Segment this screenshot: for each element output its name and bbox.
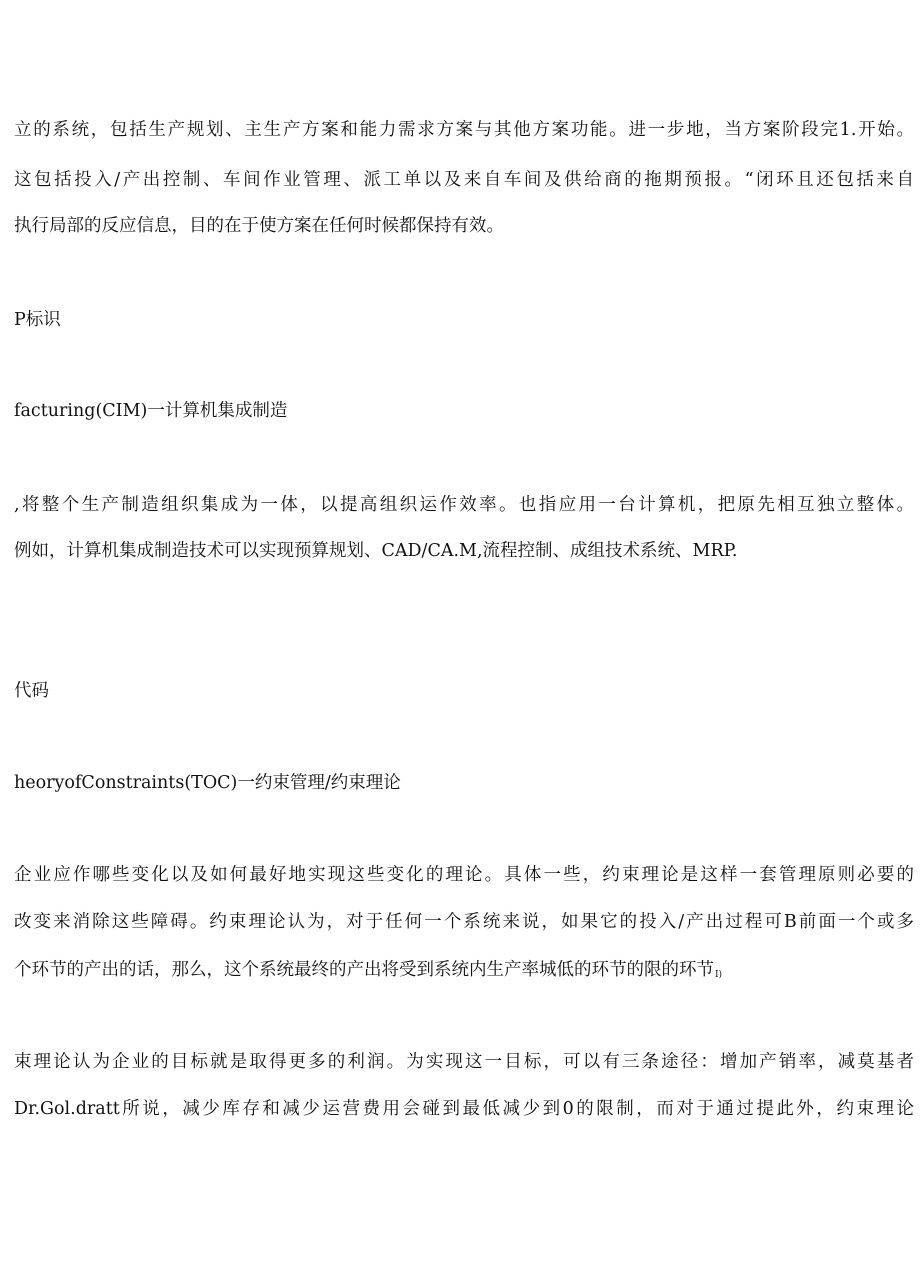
section-heading-code: 代码 bbox=[14, 681, 49, 701]
text-line: 束理论认为企业的目标就是取得更多的利润。为实现这一目标，可以有三条途径：增加产销率，减莫基者 bbox=[14, 1052, 914, 1072]
section-heading-p-marker: P标识 bbox=[14, 310, 61, 330]
text-line-content: 个环节的产出的话，那么，这个系统最终的产出将受到系统内生产率城低的环节的限的环节 bbox=[14, 960, 714, 980]
text-line: 企业应作哪些变化以及如何最好地实现这些变化的理论。具体一些，约束理论是这样一套管理原则必要的 bbox=[14, 865, 914, 885]
footnote-mark: I) bbox=[715, 970, 723, 980]
section-heading-toc: heoryofConstraints(TOC)一约束管理/约束理论 bbox=[14, 773, 401, 793]
text-line: 改变来消除这些障碍。约束理论认为，对于任何一个系统来说，如果它的投入/产出过程可B前面一个或多 bbox=[14, 912, 914, 932]
text-line: 立的系统，包括生产规划、主生产方案和能力需求方案与其他方案功能。进一步地，当方案阶段完1.开始。 bbox=[14, 120, 914, 140]
section-heading-cim: facturing(CIM)一计算机集成制造 bbox=[14, 401, 288, 421]
text-line: 执行局部的反应信息，目的在于使方案在任何时候都保持有效。 bbox=[14, 216, 504, 236]
text-line: Dr.Gol.dratt所说，减少库存和减少运营费用会碰到最低减少到0的限制，而对于通过提此外，约束理论 bbox=[14, 1099, 914, 1119]
text-line: 这包括投入/产出控制、车间作业管理、派工单以及来自车间及供给商的拖期预报。“闭环且还包括来自 bbox=[14, 170, 914, 190]
text-line: 例如，计算机集成制造技术可以实现预算规划、CAD/CA.M,流程控制、成组技术系统、MRP. bbox=[14, 541, 738, 561]
text-line: ,将整个生产制造组织集成为一体，以提高组织运作效率。也指应用一台计算机，把原先相互独立整体。 bbox=[14, 495, 914, 515]
text-line bbox=[14, 958, 914, 987]
